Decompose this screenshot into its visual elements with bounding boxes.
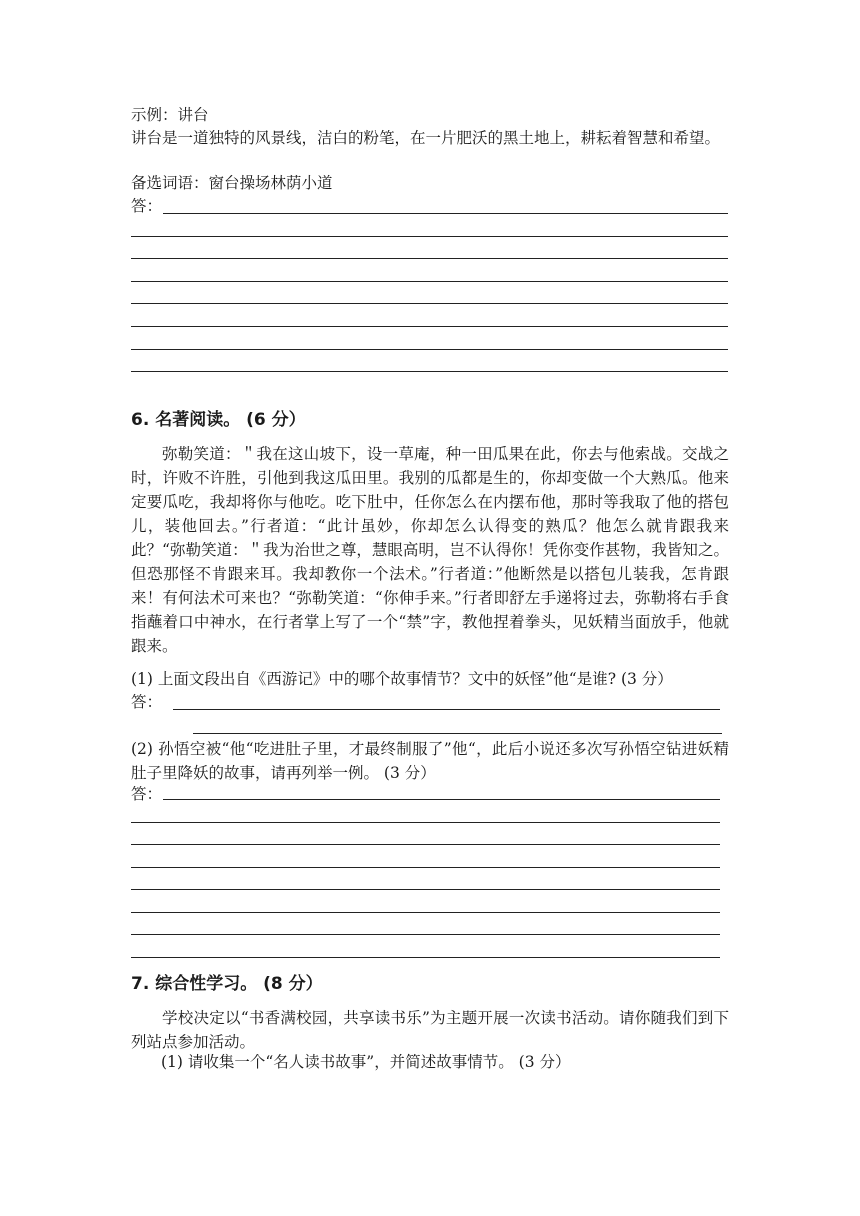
answer-line — [131, 281, 728, 282]
q6-passage: 弥勒笑道：＂我在这山坡下，设一草庵，种一田瓜果在此，你去与他索战。交战之时，许败不许胜，引他到我这瓜田里。我别的瓜都是生的，你却变做一个大熟瓜。他来定要瓜吃，我却将你与他吃。吃下肚中，任你怎么在内摆布他，那时等我取了他的搭包儿，装他回去。”行者道：“此计虽妙，你却怎么认得变的熟瓜？他怎么就肯跟我来此？“弥勒笑道：＂我为治世之尊，慧眼高明，岂不认得你！凭你变作甚物，我皆知之。但恐那怪不肯跟来耳。我却教你一个法术。”行者道：”他断然是以搭包儿装我，怎肯跟来！有何法术可来也？“弥勒笑道：“你伸手来。”行者即舒左手递将过去，弥勒将右手食指蘸着口中神水，在行者掌上写了一个“禁”字，教他捏着拳头，见妖精当面放手，他就跟来。 — [131, 445, 729, 655]
answer-line — [131, 822, 720, 823]
answer-line — [131, 349, 728, 350]
answer-line — [131, 957, 720, 958]
q7-title: 7. 综合性学习。 (8 分） — [131, 974, 323, 994]
q6-title: 6. 名著阅读。 (6 分） — [131, 410, 306, 430]
q6-sub2-answer-label: 答： — [131, 785, 163, 803]
answer-line — [131, 844, 720, 845]
answer-line — [131, 889, 720, 890]
q7-sub1-prompt: (1) 请收集一个“名人读书故事”，并简述故事情节。 (3 分） — [161, 1053, 571, 1071]
q7-intro: 学校决定以“书香满校园，共享读书乐”为主题开展一次读书活动。请你随我们到下列站点参加活动。 — [131, 1009, 729, 1051]
example-options: 备选词语：窗台操场林荫小道 — [131, 174, 333, 192]
example-heading: 示例：讲台 — [131, 106, 209, 124]
example-answer-label: 答： — [131, 197, 163, 215]
answer-line — [131, 236, 728, 237]
example-sentence: 讲台是一道独特的风景线，洁白的粉笔，在一片肥沃的黑土地上，耕耘着智慧和希望。 — [131, 129, 721, 147]
answer-line — [173, 709, 720, 710]
q6-sub2-prompt: (2) 孙悟空被“他“吃进肚子里，才最终制服了”他“，此后小说还多次写孙悟空钻进妖精肚子里降妖的故事，请再列举一例。 (3 分） — [131, 740, 729, 782]
answer-line — [131, 934, 720, 935]
answer-line — [131, 258, 728, 259]
answer-line — [131, 912, 720, 913]
answer-line — [193, 733, 722, 734]
answer-line — [131, 867, 720, 868]
answer-line — [131, 303, 728, 304]
answer-line — [131, 371, 728, 372]
answer-line — [163, 213, 728, 214]
q6-sub1-prompt: (1) 上面文段出自《西游记》中的哪个故事情节？文中的妖怪”他“是谁? (3 分） — [131, 670, 673, 688]
answer-line — [131, 326, 728, 327]
q6-sub1-answer-label: 答： — [131, 693, 163, 711]
answer-line — [163, 799, 720, 800]
